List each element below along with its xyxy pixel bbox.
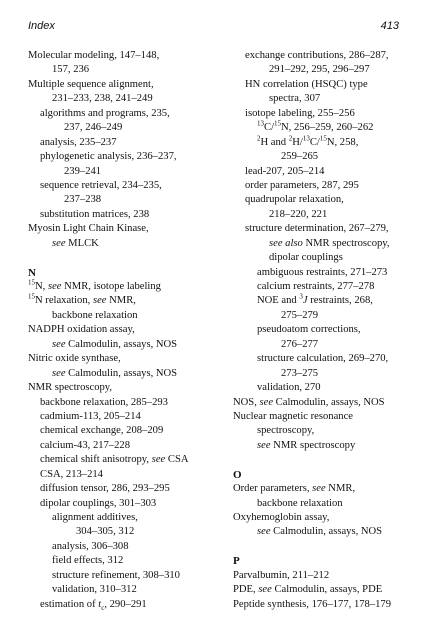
page-number: 413 [380, 20, 399, 32]
index-entry: dipolar couplings, 301–303 [40, 497, 157, 509]
index-section-letter: P [233, 555, 240, 568]
index-entry: 275–279 [281, 309, 319, 321]
index-entry: chemical shift anisotropy, see CSA [40, 454, 189, 466]
index-entry: 291–292, 295, 296–297 [269, 64, 370, 76]
index-entry: Nitric oxide synthase, [28, 353, 121, 365]
index-entry: estimation of $t_c$, 290–291 [40, 598, 147, 612]
index-entry: $^{15}$N, see NMR, isotope labeling [28, 278, 161, 292]
index-entry: $^{15}$N relaxation, see NMR, [28, 292, 136, 307]
index-entry: Order parameters, see NMR, [233, 483, 356, 495]
index-entry: field effects, 312 [52, 555, 124, 567]
running-header-section: Index [28, 20, 55, 32]
index-entry: Myosin Light Chain Kinase, [28, 223, 149, 235]
index-entry: isotope labeling, 255–256 [245, 107, 355, 119]
index-entry: sequence retrieval, 234–235, [40, 179, 162, 191]
index-entry: CSA, 213–214 [40, 468, 103, 480]
index-entry: order parameters, 287, 295 [245, 179, 359, 191]
index-entry: Oxyhemoglobin assay, [233, 512, 330, 523]
index-entry: NOS, see Calmodulin, assays, NOS [233, 396, 385, 408]
index-entry: lead-207, 205–214 [245, 165, 325, 177]
index-entry: backbone relaxation [52, 309, 138, 321]
index-entry: see NMR spectroscopy [257, 439, 356, 451]
index-entry: phylogenetic analysis, 236–237, [40, 151, 177, 163]
index-entry: ambiguous restraints, 271–273 [257, 266, 388, 278]
index-entry: 276–277 [281, 338, 319, 350]
index-entry: dipolar couplings [269, 252, 343, 264]
section-spacer [233, 453, 418, 467]
index-entry: exchange contributions, 286–287, [245, 50, 389, 61]
index-entry: Multiple sequence alignment, [28, 78, 154, 90]
index-entry: validation, 270 [257, 382, 321, 394]
index-entry: diffusion tensor, 286, 293–295 [40, 483, 170, 495]
index-entry: substitution matrices, 238 [40, 208, 150, 220]
index-section-letter: O [233, 468, 242, 481]
index-entry: calcium-43, 217–228 [40, 439, 131, 451]
index-entry: 157, 236 [52, 64, 90, 76]
index-entry: algorithms and programs, 235, [40, 107, 170, 119]
index-entry: calcium restraints, 277–278 [257, 281, 375, 292]
index-entry: PDE, see Calmodulin, assays, PDE [233, 584, 383, 596]
index-entry: Molecular modeling, 147–148, [28, 50, 160, 61]
index-entry: see MLCK [52, 237, 99, 249]
index-column-right [233, 49, 418, 612]
index-entry: see Calmodulin, assays, NOS [52, 338, 178, 350]
index-entry: NADPH oxidation assay, [28, 324, 135, 336]
section-spacer [28, 251, 213, 265]
index-entry: HN correlation (HSQC) type [245, 78, 368, 90]
index-entry: analysis, 306–308 [52, 540, 129, 552]
index-entry: see also NMR spectroscopy, [269, 237, 390, 249]
index-entry: validation, 310–312 [52, 584, 137, 596]
index-entry: 239–241 [64, 165, 102, 177]
index-entry: chemical exchange, 208–209 [40, 425, 164, 437]
index-entry: 304–305, 312 [76, 526, 135, 538]
index-entry: $^{13}$C/$^{15}$N, 256–259, 260–262 [257, 119, 374, 134]
index-entry: spectroscopy, [257, 425, 315, 437]
index-entry: backbone relaxation, 285–293 [40, 396, 168, 408]
index-entry: analysis, 235–237 [40, 136, 117, 148]
index-entry: 273–275 [281, 367, 319, 379]
index-entry: pseudoatom corrections, [257, 324, 361, 336]
index-entry: backbone relaxation [257, 497, 343, 509]
index-entry: NOE and $^3$J restraints, 268, [257, 292, 373, 307]
index-entry: Peptide synthesis, 176–177, 178–179 [233, 598, 392, 610]
index-column-left [28, 49, 213, 612]
index-section-letter: N [28, 266, 36, 279]
index-entry: 259–265 [281, 151, 319, 163]
index-entry: see Calmodulin, assays, NOS [52, 367, 178, 379]
index-entry: $^2$H and $^2$H/$^{13}$C/$^{15}$N, 258, [257, 134, 359, 148]
index-entry: spectra, 307 [269, 93, 321, 105]
index-entry: 218–220, 221 [269, 208, 328, 220]
index-entry: alignment additives, [52, 512, 138, 523]
index-entry: see Calmodulin, assays, NOS [257, 526, 383, 538]
index-entry: NMR spectroscopy, [28, 382, 113, 394]
index-entry: 237–238 [64, 194, 102, 206]
index-entry: structure determination, 267–279, [245, 223, 389, 235]
index-entry: structure calculation, 269–270, [257, 353, 389, 365]
index-entry: 231–233, 238, 241–249 [52, 93, 153, 105]
index-entry: Parvalbumin, 211–212 [233, 569, 330, 581]
index-entry: cadmium-113, 205–214 [40, 410, 141, 422]
section-spacer [233, 540, 418, 554]
index-entry: 237, 246–249 [64, 122, 123, 134]
index-entry: structure refinement, 308–310 [52, 569, 180, 581]
index-entry: Nuclear magnetic resonance [233, 410, 353, 422]
index-entry: quadrupolar relaxation, [245, 194, 344, 206]
